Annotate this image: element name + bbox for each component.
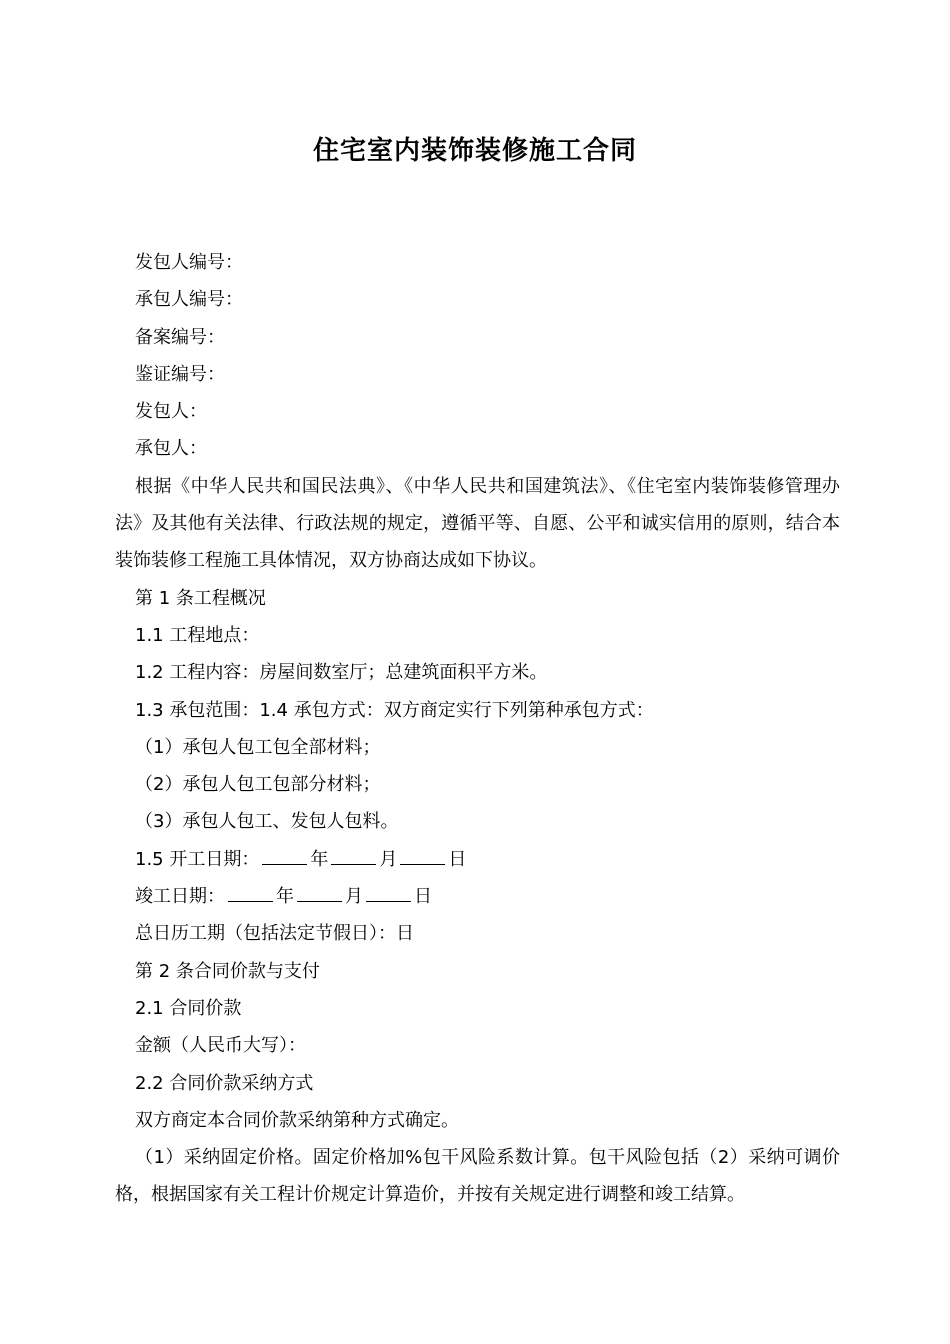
contract-option-3: （3）承包人包工、发包人包料。 xyxy=(135,811,399,833)
day-unit: 日 xyxy=(448,848,467,870)
day-unit: 日 xyxy=(414,886,432,908)
preamble-paragraph: 根据《中华人民共和国民法典》、《中华人民共和国建筑法》、《住宅室内装饰装修管理办法》及其他有关法律、行政法规的规定，遵循平等、自愿、公平和诚实信用的原则，结合本装饰装修工程施工具体情况，双方协商达成如下协议。 xyxy=(115,475,840,572)
verification-number-field: 鉴证编号： xyxy=(135,363,225,385)
contract-option-1: （1）承包人包工包全部材料； xyxy=(135,736,381,758)
article-1-heading: 第 1 条工程概况 xyxy=(135,587,266,609)
document-body xyxy=(115,244,840,1214)
document-title: 住宅室内装饰装修施工合同 xyxy=(312,136,637,166)
section-1-3: 1.3 承包范围：1.4 承包方式：双方商定实行下列第种承包方式： xyxy=(135,699,654,721)
start-date-line xyxy=(115,841,840,878)
section-2-1: 2.1 合同价款 xyxy=(135,997,242,1019)
completion-date-line xyxy=(115,878,840,915)
employer-number-field: 发包人编号： xyxy=(135,252,243,273)
pricing-method-line: 双方商定本合同价款采纳第种方式确定。 xyxy=(135,1109,459,1131)
section-1-2: 1.2 工程内容：房屋间数室厅；总建筑面积平方米。 xyxy=(135,662,548,684)
end-day-blank xyxy=(366,883,411,902)
month-unit: 月 xyxy=(379,848,398,870)
total-duration-line: 总日历工期（包括法定节假日）：日 xyxy=(135,923,414,945)
year-unit: 年 xyxy=(276,886,294,908)
year-unit: 年 xyxy=(310,848,329,870)
start-date-label: 1.5 开工日期： xyxy=(135,848,260,870)
start-day-blank xyxy=(400,846,445,865)
pricing-method-detail: （1）采纳固定价格。固定价格加%包干风险系数计算。包干风险包括（2）采纳可调价格，根据国家有关工程计价规定计算造价，并按有关规定进行调整和竣工结算。 xyxy=(115,1147,840,1206)
contractor-field: 承包人： xyxy=(135,438,207,460)
filing-number-field: 备案编号： xyxy=(135,326,225,348)
section-2-2: 2.2 合同价款采纳方式 xyxy=(135,1072,314,1094)
contractor-number-field: 承包人编号： xyxy=(135,289,243,311)
start-year-blank xyxy=(262,846,307,865)
contract-option-2: （2）承包人包工包部分材料； xyxy=(135,774,381,796)
article-2-heading: 第 2 条合同价款与支付 xyxy=(135,960,320,982)
month-unit: 月 xyxy=(345,886,363,908)
amount-field: 金额（人民币大写）： xyxy=(135,1035,306,1057)
end-month-blank xyxy=(297,883,342,902)
end-year-blank xyxy=(228,883,273,902)
employer-field: 发包人： xyxy=(135,401,207,423)
completion-date-label: 竣工日期： xyxy=(135,886,225,908)
start-month-blank xyxy=(331,846,376,865)
section-1-1: 1.1 工程地点： xyxy=(135,624,260,646)
